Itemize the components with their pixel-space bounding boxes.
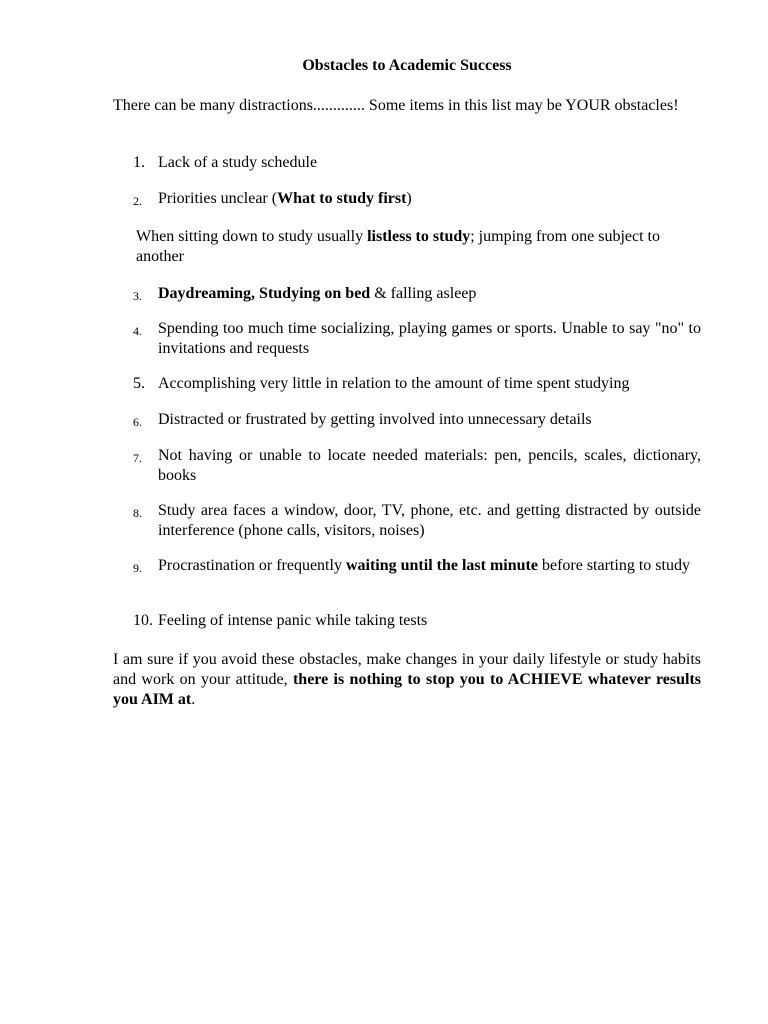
list-item-3: [113, 284, 701, 304]
list-item-8: [113, 501, 701, 541]
list-text: [158, 556, 701, 576]
list-text-part: Procrastination or frequently: [158, 557, 346, 574]
list-text-bold: Daydreaming, Studying on bed: [158, 285, 371, 302]
list-text-part: ): [406, 190, 412, 207]
list-number: 7.: [133, 451, 142, 465]
list-number: 3.: [133, 289, 142, 303]
list-text: [158, 284, 701, 304]
closing-text-part: I am sure if you avoid these obstacles, make changes in your daily lifestyle or study habits and work on your attitude,: [113, 651, 701, 688]
list-text: Study area faces a window, door, TV, phone, etc. and getting distracted by outside interference (phone calls, visitors, noises): [158, 502, 701, 539]
closing-paragraph: [113, 650, 701, 710]
list-number: 1.: [133, 154, 145, 171]
list-item-2: [113, 189, 701, 209]
list-text: Lack of a study schedule: [158, 154, 318, 171]
note-text-part: When sitting down to study usually: [136, 228, 368, 245]
list-text-part: & falling asleep: [370, 285, 477, 302]
list-text-bold: waiting until the last minute: [345, 557, 538, 574]
list-text: Spending too much time socializing, playing games or sports. Unable to say "no" to invitations and requests: [158, 320, 701, 357]
list-number: 10.: [133, 612, 153, 629]
list-item-6: [113, 410, 701, 430]
list-item-1: [113, 153, 701, 173]
list-number: 8.: [133, 506, 142, 520]
list-text: Accomplishing very little in relation to the amount of time spent studying: [158, 375, 630, 392]
list-text: Distracted or frustrated by getting involved into unnecessary details: [158, 411, 592, 428]
intro-paragraph: There can be many distractions............. Some items in this list may be YOUR obstacles!: [113, 97, 679, 114]
list-item-10: [113, 611, 701, 631]
note-paragraph: [136, 227, 701, 267]
list-item-4: [113, 319, 701, 359]
list-item-5: [113, 374, 701, 394]
list-text-part: Priorities unclear (: [158, 190, 278, 207]
list-number: 2.: [133, 194, 142, 208]
closing-text-part: .: [191, 691, 196, 708]
list-item-7: [113, 446, 701, 486]
closing-text-bold: there is nothing to stop you to ACHIEVE whatever results you AIM at: [113, 671, 701, 708]
list-item-9: [113, 556, 701, 576]
list-text: Feeling of intense panic while taking tests: [158, 612, 428, 629]
note-text-bold: listless to study: [367, 228, 471, 245]
list-text-part: before starting to study: [537, 557, 690, 574]
note-text-part: ; jumping from one subject to another: [136, 228, 660, 265]
page-title: Obstacles to Academic Success: [302, 57, 512, 74]
list-number: 6.: [133, 415, 142, 429]
list-number: 4.: [133, 324, 142, 338]
list-text: Not having or unable to locate needed materials: pen, pencils, scales, dictionary, books: [158, 447, 701, 484]
list-number: 9.: [133, 561, 142, 575]
list-text-bold: What to study first: [277, 190, 407, 207]
list-text: [158, 189, 701, 209]
list-number: 5.: [133, 375, 145, 392]
